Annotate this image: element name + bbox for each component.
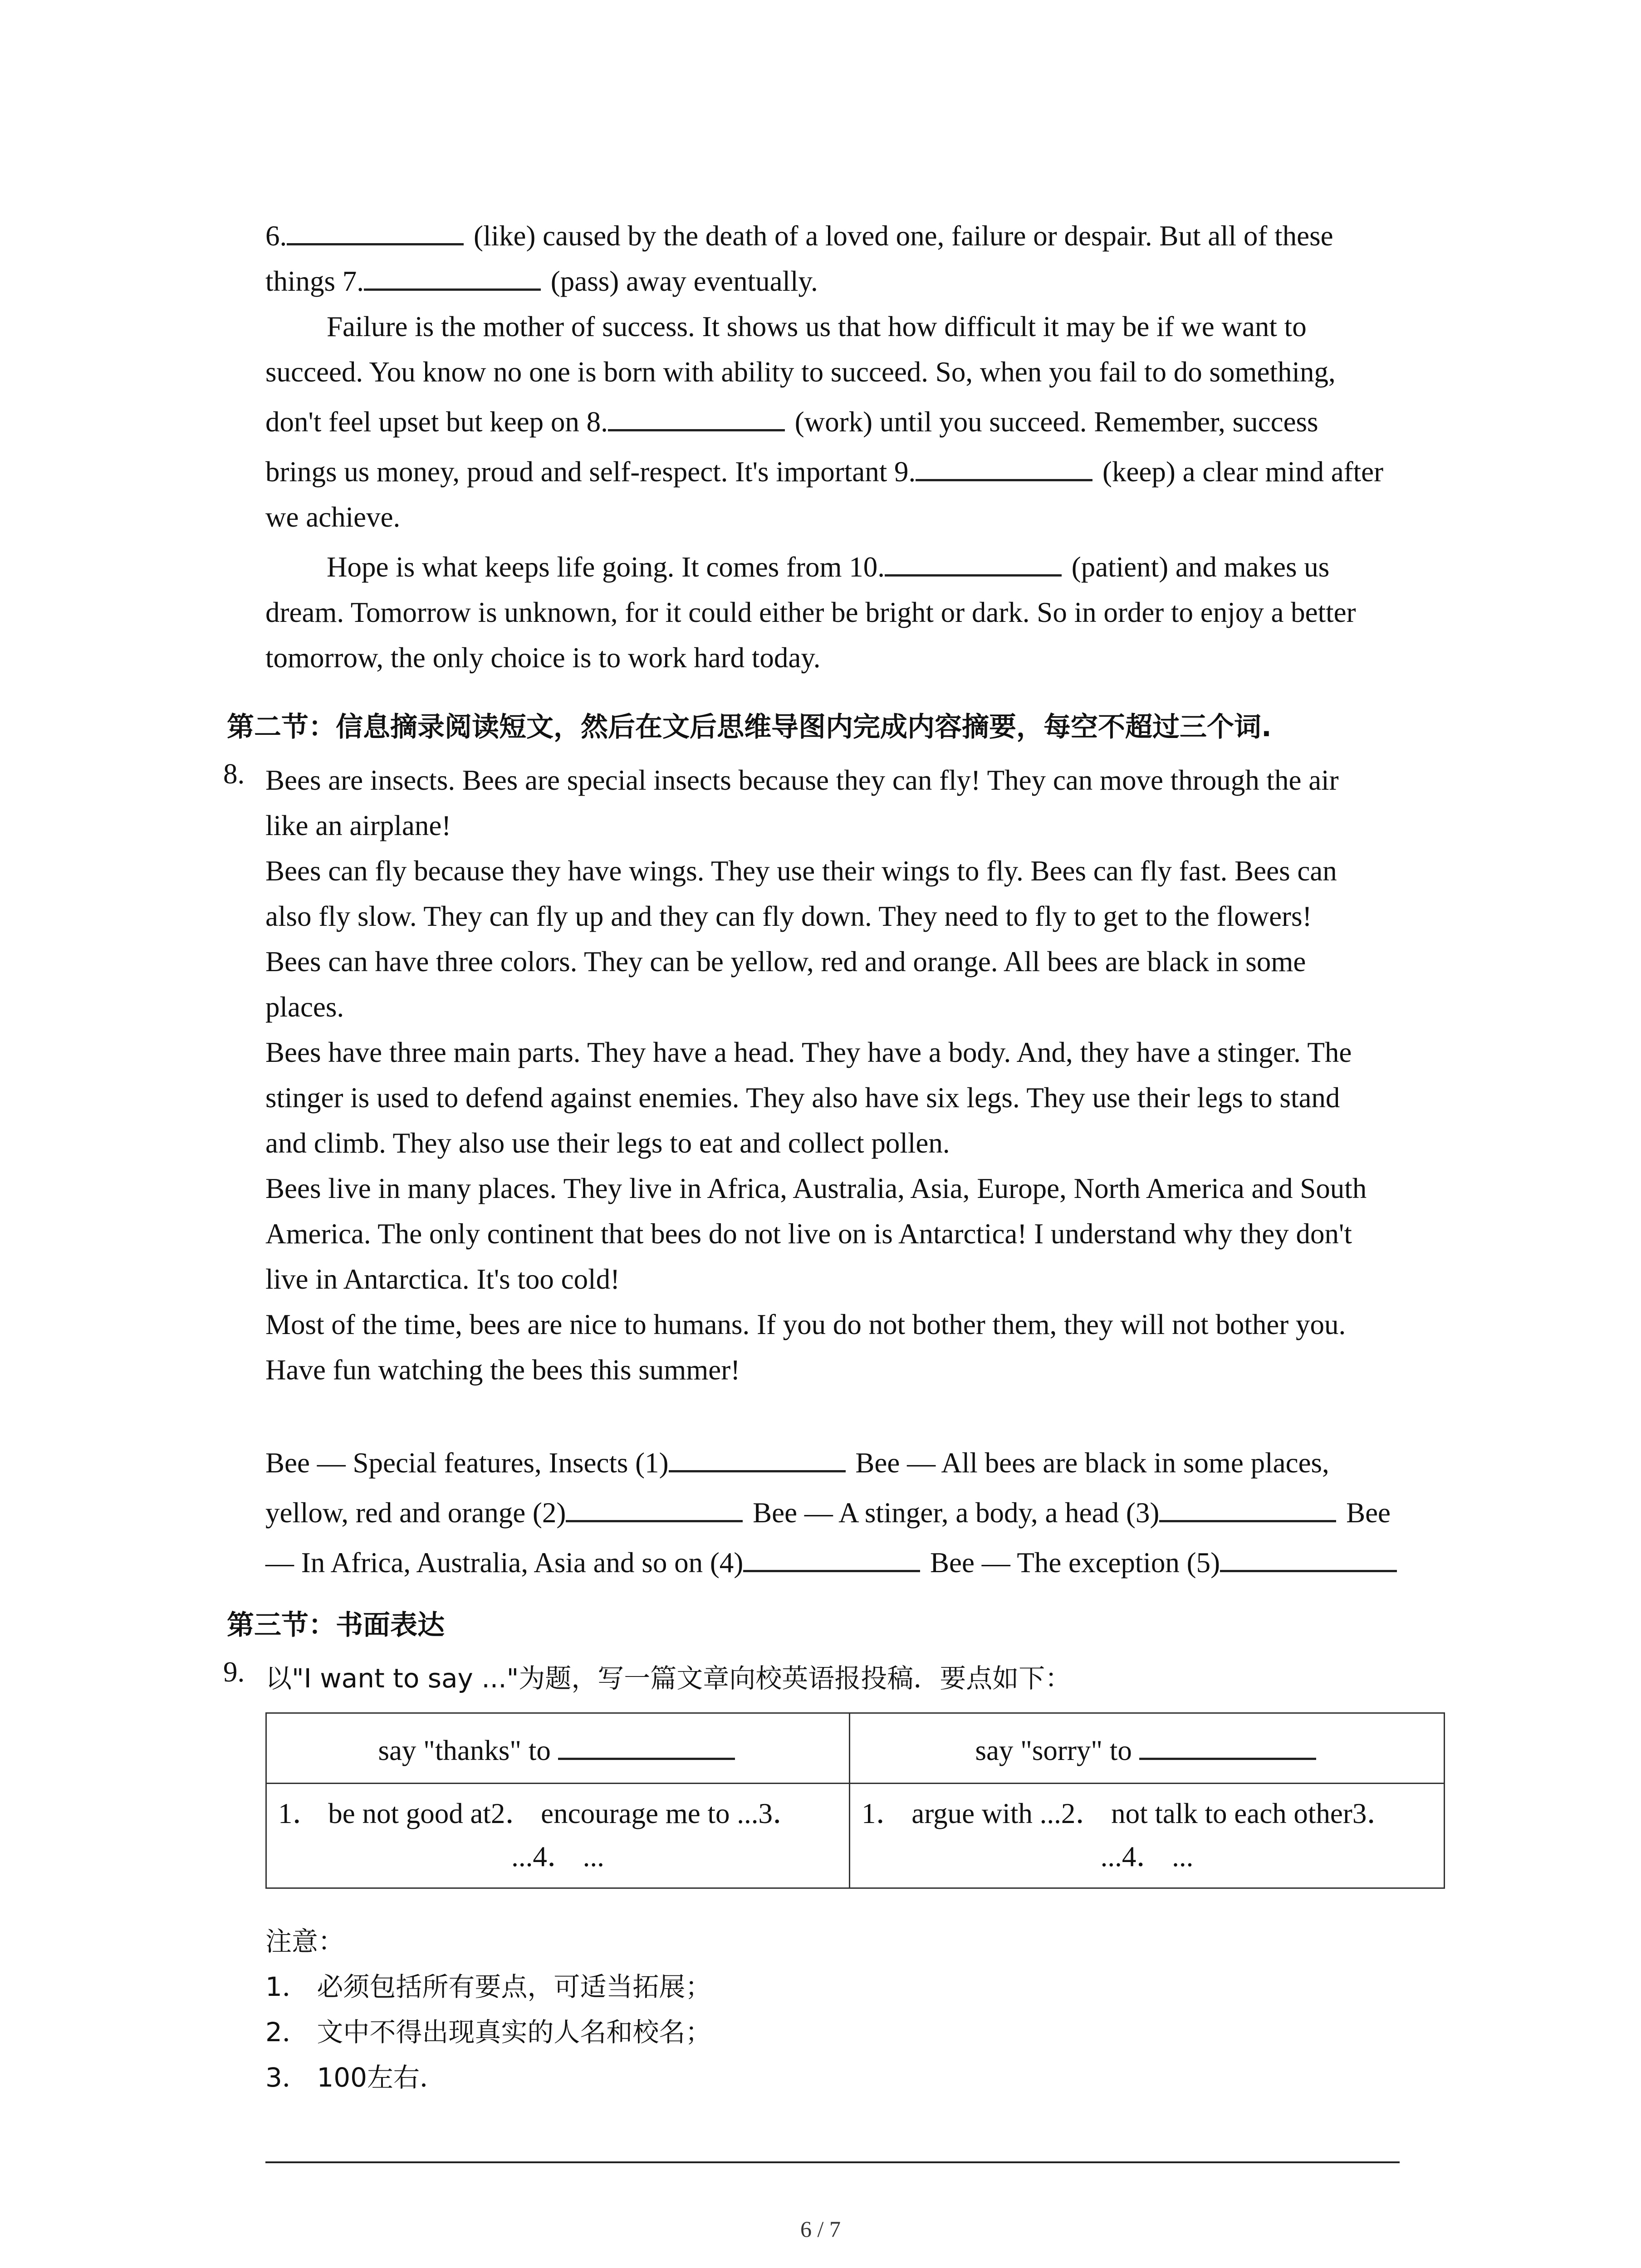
- passage-line: Failure is the mother of success. It shows us that how difficult it may be if we want to: [327, 311, 1307, 342]
- passage-line: tomorrow, the only choice is to work hard today.: [265, 642, 821, 674]
- passage-line: we achieve.: [265, 501, 401, 533]
- note-item: 3． 100左右．: [265, 2062, 446, 2093]
- answer-blank-8[interactable]: [608, 401, 785, 431]
- note-item: 2． 文中不得出现真实的人名和校名；: [265, 2017, 712, 2048]
- bee-passage-line: also fly slow. They can fly up and they can fly down. They need to fly to get to the flowers!: [265, 900, 1312, 932]
- passage-line: don't feel upset but keep on 8. (work) until you succeed. Remember, success: [265, 399, 1445, 445]
- page-number: 6 / 7: [800, 2216, 841, 2242]
- passage-line: Hope is what keeps life going. It comes from 10. (patient) and makes us: [265, 544, 1445, 590]
- answer-blank-9[interactable]: [916, 451, 1092, 481]
- blank-sorry-to[interactable]: [1139, 1730, 1316, 1760]
- bee-passage-line: Bees can fly because they have wings. They use their wings to fly. Bees can fly fast. Bees can: [265, 855, 1337, 887]
- blank-thanks-to[interactable]: [558, 1730, 735, 1760]
- summary-line: — In Africa, Australia, Asia and so on (4) Bee — The exception (5): [265, 1540, 1445, 1585]
- passage-line: succeed. You know no one is born with ability to succeed. So, when you fail to do something,: [265, 356, 1336, 388]
- summary-line: Bee — Special features, Insects (1) Bee — All bees are black in some places,: [265, 1440, 1445, 1486]
- passage-line: brings us money, proud and self-respect. It's important 9. (keep) a clear mind after: [265, 449, 1445, 494]
- summary-line: yellow, red and orange (2) Bee — A stinger, a body, a head (3) Bee: [265, 1490, 1445, 1535]
- bee-passage-line: places.: [265, 991, 344, 1023]
- bee-passage-line: Bees have three main parts. They have a head. They have a body. And, they have a stinger. The: [265, 1036, 1352, 1068]
- requirements-table: [265, 1712, 1445, 1889]
- section-2-heading: 第二节：信息摘录阅读短文，然后在文后思维导图内完成内容摘要，每空不超过三个词.: [227, 711, 1272, 743]
- table-cell-sorry-points: [850, 1784, 1445, 1888]
- mind-map-summary: [265, 1440, 1445, 1585]
- bee-passage-line: like an airplane!: [265, 810, 451, 841]
- summary-blank-2[interactable]: [566, 1492, 743, 1522]
- bee-passage-line: Have fun watching the bees this summer!: [265, 1354, 740, 1386]
- bee-passage-line: and climb. They also use their legs to eat and collect pollen.: [265, 1127, 950, 1159]
- writing-answer-line[interactable]: [265, 2161, 1400, 2163]
- table-cell-thanks-points: [266, 1784, 850, 1888]
- notes-block: [265, 1919, 711, 2100]
- table-header-thanks: say "thanks" to: [266, 1713, 850, 1784]
- bee-passage: [265, 758, 1445, 1393]
- passage-continuation: [265, 213, 1445, 680]
- table-cell-line: 1． be not good at2． encourage me to ...3．: [278, 1798, 801, 1829]
- bee-passage-line: Most of the time, bees are nice to humans. If you do not bother them, they will not bother you.: [265, 1309, 1346, 1340]
- table-cell-line: 1． argue with ...2． not talk to each other3．: [862, 1798, 1396, 1829]
- answer-blank-7[interactable]: [364, 260, 541, 291]
- answer-blank-10[interactable]: [885, 546, 1062, 577]
- writing-prompt: 以"I want to say ..."为题，写一篇文章向校英语报投稿．要点如下：: [265, 1663, 1072, 1694]
- question-number-9: 9.: [223, 1656, 245, 1688]
- notes-title: 注意：: [265, 1926, 345, 1957]
- bee-passage-line: live in Antarctica. It's too cold!: [265, 1263, 620, 1295]
- summary-blank-5[interactable]: [1220, 1542, 1397, 1572]
- requirements-table-wrap: [265, 1712, 1445, 1889]
- bee-passage-line: Bees can have three colors. They can be yellow, red and orange. All bees are black in some: [265, 946, 1306, 978]
- passage-line: dream. Tomorrow is unknown, for it could either be bright or dark. So in order to enjoy a better: [265, 596, 1356, 628]
- bee-passage-line: Bees are insects. Bees are special insects because they can fly! They can move through the air: [265, 764, 1339, 796]
- summary-blank-4[interactable]: [743, 1542, 920, 1572]
- summary-blank-3[interactable]: [1159, 1492, 1336, 1522]
- passage-line: things 7. (pass) away eventually.: [265, 259, 1445, 304]
- question-number-8: 8.: [223, 758, 245, 790]
- bee-passage-line: Bees live in many places. They live in Africa, Australia, Asia, Europe, North America and South: [265, 1173, 1367, 1204]
- bee-passage-line: America. The only continent that bees do not live on is Antarctica! I understand why they don't: [265, 1218, 1352, 1250]
- summary-blank-1[interactable]: [669, 1442, 846, 1472]
- table-cell-line: ...4． ...: [1100, 1841, 1194, 1872]
- section-3-heading: 第三节：书面表达: [227, 1609, 445, 1641]
- table-cell-line: ...4． ...: [511, 1841, 604, 1872]
- note-item: 1． 必须包括所有要点，可适当拓展；: [265, 1971, 712, 2002]
- answer-blank-6[interactable]: [287, 215, 464, 245]
- table-header-sorry: say "sorry" to: [850, 1713, 1445, 1784]
- passage-line: 6. (like) caused by the death of a loved one, failure or despair. But all of these: [265, 213, 1445, 259]
- bee-passage-line: stinger is used to defend against enemies. They also have six legs. They use their legs to stand: [265, 1082, 1340, 1114]
